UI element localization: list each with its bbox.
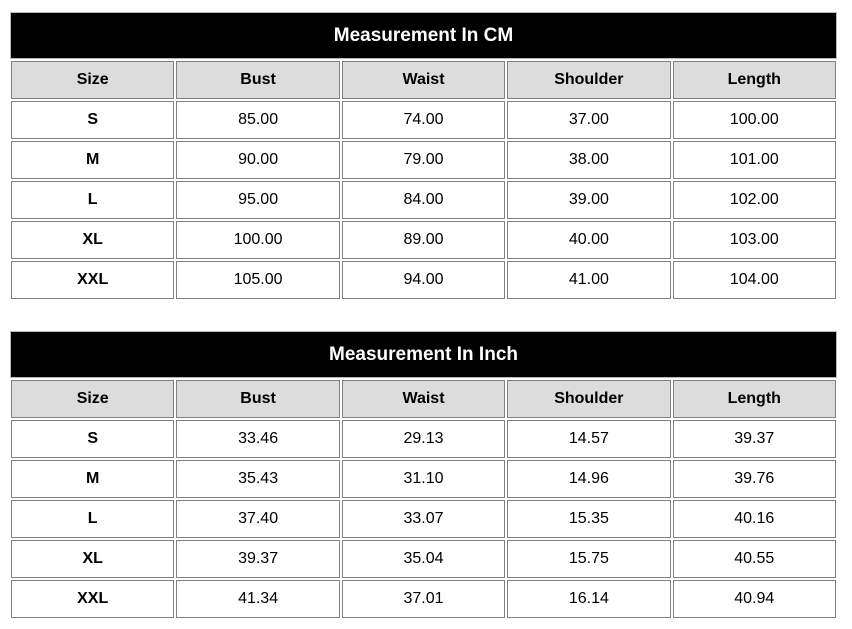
- column-header-length: Length: [673, 380, 836, 418]
- shoulder-cell: 39.00: [507, 181, 670, 219]
- length-cell: 101.00: [673, 141, 836, 179]
- column-header-size: Size: [11, 61, 174, 99]
- table-title: Measurement In Inch: [10, 331, 837, 378]
- header-row: [11, 380, 836, 418]
- size-cell: M: [11, 460, 174, 498]
- table-row: [11, 261, 836, 299]
- length-cell: 40.55: [673, 540, 836, 578]
- table-row: [11, 101, 836, 139]
- column-header-bust: Bust: [176, 61, 339, 99]
- shoulder-cell: 14.57: [507, 420, 670, 458]
- waist-cell: 84.00: [342, 181, 505, 219]
- cm-measurement-table: [10, 12, 837, 301]
- bust-cell: 33.46: [176, 420, 339, 458]
- size-cell: L: [11, 181, 174, 219]
- length-cell: 39.37: [673, 420, 836, 458]
- length-cell: 40.16: [673, 500, 836, 538]
- waist-cell: 31.10: [342, 460, 505, 498]
- bust-cell: 95.00: [176, 181, 339, 219]
- waist-cell: 29.13: [342, 420, 505, 458]
- size-cell: XXL: [11, 580, 174, 618]
- bust-cell: 35.43: [176, 460, 339, 498]
- waist-cell: 33.07: [342, 500, 505, 538]
- size-cell: S: [11, 420, 174, 458]
- inch-measurement-table: [10, 331, 837, 620]
- length-cell: 103.00: [673, 221, 836, 259]
- column-header-bust: Bust: [176, 380, 339, 418]
- waist-cell: 79.00: [342, 141, 505, 179]
- size-cell: XL: [11, 540, 174, 578]
- shoulder-cell: 15.75: [507, 540, 670, 578]
- table-row: [11, 500, 836, 538]
- size-cell: S: [11, 101, 174, 139]
- shoulder-cell: 16.14: [507, 580, 670, 618]
- measurement-grid: [9, 378, 838, 620]
- bust-cell: 100.00: [176, 221, 339, 259]
- measurement-grid: [9, 59, 838, 301]
- shoulder-cell: 38.00: [507, 141, 670, 179]
- column-header-size: Size: [11, 380, 174, 418]
- length-cell: 104.00: [673, 261, 836, 299]
- bust-cell: 105.00: [176, 261, 339, 299]
- waist-cell: 89.00: [342, 221, 505, 259]
- table-row: [11, 460, 836, 498]
- bust-cell: 39.37: [176, 540, 339, 578]
- size-cell: XXL: [11, 261, 174, 299]
- length-cell: 40.94: [673, 580, 836, 618]
- bust-cell: 85.00: [176, 101, 339, 139]
- header-row: [11, 61, 836, 99]
- column-header-waist: Waist: [342, 380, 505, 418]
- table-row: [11, 181, 836, 219]
- column-header-shoulder: Shoulder: [507, 61, 670, 99]
- waist-cell: 37.01: [342, 580, 505, 618]
- size-cell: XL: [11, 221, 174, 259]
- shoulder-cell: 40.00: [507, 221, 670, 259]
- waist-cell: 74.00: [342, 101, 505, 139]
- size-cell: L: [11, 500, 174, 538]
- waist-cell: 94.00: [342, 261, 505, 299]
- shoulder-cell: 37.00: [507, 101, 670, 139]
- column-header-shoulder: Shoulder: [507, 380, 670, 418]
- length-cell: 102.00: [673, 181, 836, 219]
- waist-cell: 35.04: [342, 540, 505, 578]
- shoulder-cell: 14.96: [507, 460, 670, 498]
- size-cell: M: [11, 141, 174, 179]
- table-row: [11, 221, 836, 259]
- table-row: [11, 141, 836, 179]
- bust-cell: 41.34: [176, 580, 339, 618]
- bust-cell: 90.00: [176, 141, 339, 179]
- shoulder-cell: 41.00: [507, 261, 670, 299]
- table-title: Measurement In CM: [10, 12, 837, 59]
- column-header-length: Length: [673, 61, 836, 99]
- shoulder-cell: 15.35: [507, 500, 670, 538]
- length-cell: 100.00: [673, 101, 836, 139]
- table-row: [11, 540, 836, 578]
- table-row: [11, 420, 836, 458]
- length-cell: 39.76: [673, 460, 836, 498]
- table-row: [11, 580, 836, 618]
- column-header-waist: Waist: [342, 61, 505, 99]
- bust-cell: 37.40: [176, 500, 339, 538]
